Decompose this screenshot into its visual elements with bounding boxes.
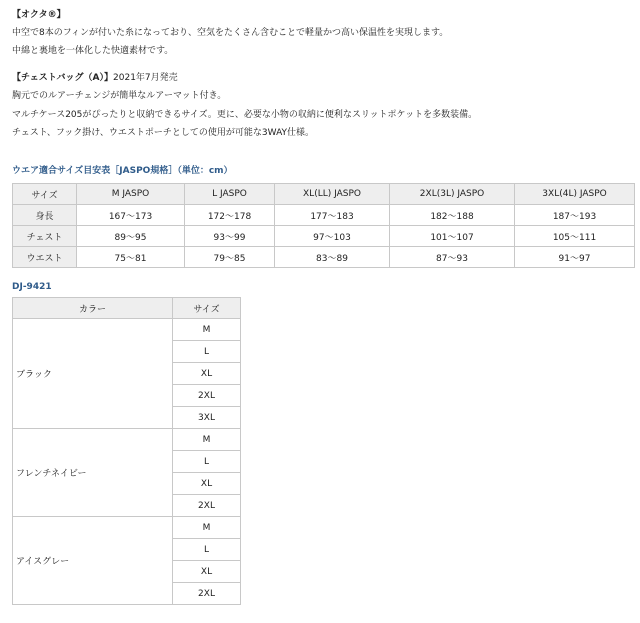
size-cell: L [173, 341, 241, 363]
size-guide-title: ウエア適合サイズ目安表［JASPO規格］（単位：cm） [12, 166, 233, 176]
color-name: ブラック [13, 319, 173, 429]
size-guide-cell: 91〜97 [515, 247, 635, 268]
size-guide-cell: 89〜95 [77, 226, 185, 247]
size-cell: M [173, 429, 241, 451]
size-cell: 2XL [173, 495, 241, 517]
size-guide-header-cell: サイズ [13, 184, 77, 205]
chest-bag-release: 2021年7月発売 [113, 73, 178, 83]
size-guide-cell: 187〜193 [515, 205, 635, 226]
size-guide-table [12, 183, 635, 268]
size-cell: 2XL [173, 385, 241, 407]
size-guide-cell: 101〜107 [390, 226, 515, 247]
size-guide-header-row [13, 184, 635, 205]
size-guide-row-label: チェスト [13, 226, 77, 247]
size-guide-cell: 93〜99 [185, 226, 275, 247]
chest-bag-line-2: マルチケース205がぴったりと収納できるサイズ。更に、必要な小物の収納に便利なスリットポケットを多数装備。 [12, 110, 478, 120]
size-cell: 3XL [173, 407, 241, 429]
color-name: フレンチネイビー [13, 429, 173, 517]
size-guide-cell: 167〜173 [77, 205, 185, 226]
color-size-header-row [13, 298, 241, 319]
table-row [13, 247, 635, 268]
size-cell: XL [173, 473, 241, 495]
color-size-table [12, 297, 241, 605]
size-guide-header-cell: M JASPO [77, 184, 185, 205]
size-guide-cell: 182〜188 [390, 205, 515, 226]
size-guide-row-label: ウエスト [13, 247, 77, 268]
size-guide-cell: 79〜85 [185, 247, 275, 268]
size-guide-cell: 97〜103 [275, 226, 390, 247]
size-cell: XL [173, 363, 241, 385]
size-cell: M [173, 319, 241, 341]
size-header: サイズ [173, 298, 241, 319]
size-guide-cell: 177〜183 [275, 205, 390, 226]
oktaa-title: 【オクタ®】 [12, 10, 66, 20]
table-row [13, 205, 635, 226]
size-guide-cell: 105〜111 [515, 226, 635, 247]
size-guide-row-label: 身長 [13, 205, 77, 226]
table-row [13, 226, 635, 247]
size-guide-header-cell: XL(LL) JASPO [275, 184, 390, 205]
size-cell: L [173, 451, 241, 473]
table-row [13, 319, 241, 341]
oktaa-line-1: 中空で8本のフィンが付いた糸になっており、空気をたくさん含むことで軽量かつ高い保温性を実現します。 [12, 28, 449, 38]
size-cell: M [173, 517, 241, 539]
chest-bag-heading [12, 72, 178, 84]
oktaa-line-2: 中綿と裏地を一体化した快適素材です。 [12, 46, 174, 56]
chest-bag-line-3: チェスト、フック掛け、ウエストポーチとしての使用が可能な3WAY仕様。 [12, 128, 315, 138]
chest-bag-title: 【チェストバッグ（A）】 [12, 73, 114, 83]
size-guide-header-cell: 3XL(4L) JASPO [515, 184, 635, 205]
color-header: カラー [13, 298, 173, 319]
size-cell: XL [173, 561, 241, 583]
size-guide-header-cell: L JASPO [185, 184, 275, 205]
size-cell: 2XL [173, 583, 241, 605]
chest-bag-line-1: 胸元でのルアーチェンジが簡単なルアーマット付き。 [12, 91, 227, 101]
table-row [13, 429, 241, 451]
color-name: アイスグレー [13, 517, 173, 605]
size-guide-cell: 87〜93 [390, 247, 515, 268]
size-guide-header-cell: 2XL(3L) JASPO [390, 184, 515, 205]
product-code: DJ-9421 [12, 282, 52, 292]
size-guide-cell: 75〜81 [77, 247, 185, 268]
size-guide-cell: 172〜178 [185, 205, 275, 226]
size-cell: L [173, 539, 241, 561]
table-row [13, 517, 241, 539]
size-guide-cell: 83〜89 [275, 247, 390, 268]
